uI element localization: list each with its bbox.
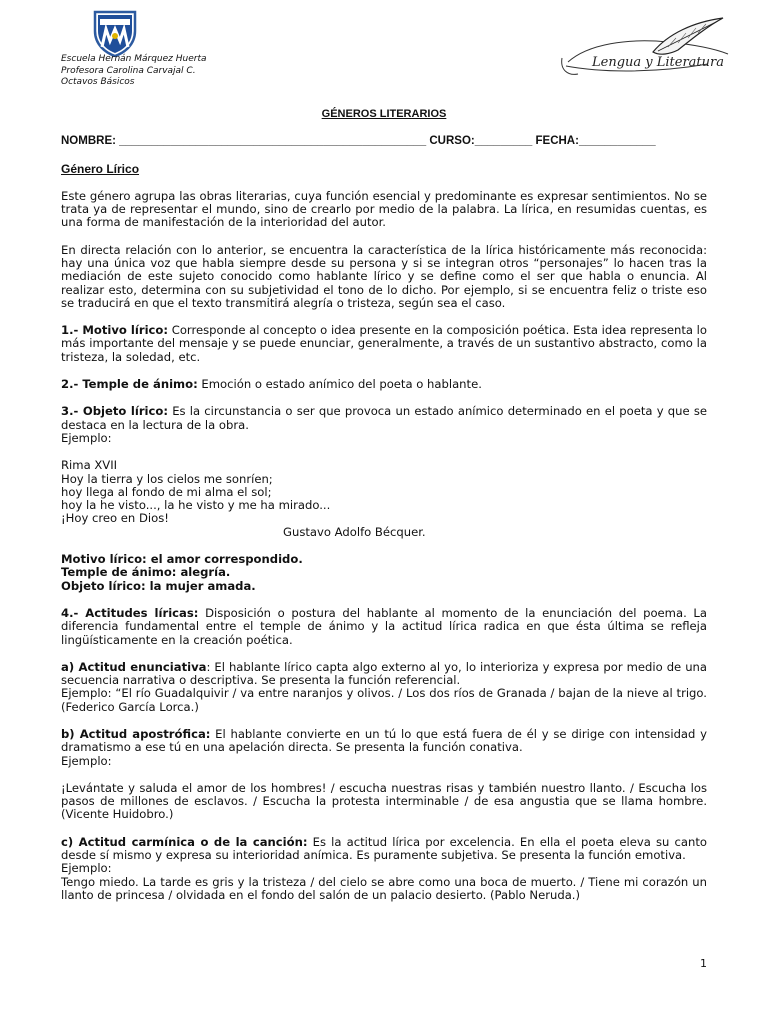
attitude-text: : El hablante lírico capta algo externo al yo, lo interioriza y expresa por medio de una secuencia narrativa o descriptiva. Se presenta la función referencial. bbox=[61, 659, 707, 688]
page-number: 1 bbox=[700, 957, 707, 970]
attitude-apostrofica bbox=[61, 728, 707, 755]
item-text: Es la circunstancia o ser que provoca un estado anímico determinado en el poeta y que se destaca en la lectura de la obra. bbox=[61, 404, 707, 432]
svg-text:Lengua y Literatura: Lengua y Literatura bbox=[592, 55, 724, 70]
teacher-name: Profesora Carolina Carvajal C. bbox=[61, 65, 196, 76]
poem-line: Hoy la tierra y los cielos me sonríen; bbox=[61, 471, 273, 486]
poem-title: Rima XVII bbox=[61, 458, 118, 473]
attitude-example: Ejemplo: “El río Guadalquivir / va entre naranjos y olivos. / Los dos ríos de Granada / bajan de la nieve al trigo. (Federico García Lorca.) bbox=[61, 686, 707, 714]
attitude-label: b) Actitud apostrófica: bbox=[61, 727, 211, 741]
item-text: Corresponde al concepto o idea presente en la composición poética. Esta idea representa lo más importante del mensaje y se puede enunciar, generalmente, a través de un sustantivo abstracto, como la tristeza, la soledad, etc. bbox=[61, 323, 708, 364]
lengua-literatura-logo-icon bbox=[558, 14, 730, 80]
attitude-example: Tengo miedo. La tarde es gris y la tristeza / del cielo se abre como una boca de muerto. / Tiene mi corazón un llanto de princesa / olvidada en el fondo del salón de un palacio desierto. (Pablo Neruda.) bbox=[61, 874, 707, 902]
grade-level: Octavos Básicos bbox=[61, 77, 135, 87]
nombre-field[interactable]: ________________________________________________ bbox=[119, 135, 427, 147]
poem-author: Gustavo Adolfo Bécquer. bbox=[283, 524, 426, 539]
item-temple-animo bbox=[61, 378, 707, 391]
item-label: 3.- Objeto lírico: bbox=[61, 404, 168, 419]
relation-paragraph: En directa relación con lo anterior, se encuentra la característica de la lírica históricamente más reconocida: hay una única voz que habla siempre desde su persona y si se integran otros “personajes” lo hacen tras la mediación de este sujeto conocido como hablante lírico y se define como el ser que habla o enuncia. Al realizar esto, determina con su subjetividad el tono de lo dicho. Por ejemplo, si se encuentra feliz o triste eso se traducirá en que el texto transmitirá alegría o tristeza, según sea el caso. bbox=[61, 242, 707, 310]
document-body bbox=[61, 163, 707, 902]
intro-paragraph: Este género agrupa las obras literarias, cuya función esencial y predominante es expresar sentimientos. No se trata ya de representar el mundo, sino de crearlo por medio de la palabra. La lírica, en resumidas cuentas, es una forma de manifestación de la interioridad del autor. bbox=[61, 188, 707, 230]
attitude-label: c) Actitud carmínica o de la canción: bbox=[61, 834, 308, 849]
item-label: 1.- Motivo lírico: bbox=[61, 323, 169, 338]
school-name: Escuela Hernán Márquez Huerta bbox=[61, 54, 207, 64]
item-motivo-lirico bbox=[61, 324, 707, 364]
fecha-label: FECHA: bbox=[535, 135, 579, 147]
attitude-text: Es la actitud lírica por excelencia. En ella el poeta eleva su canto desde sí mismo y expresa su interioridad anímica. Es puramente subjetiva. Se presenta la función emotiva. bbox=[61, 834, 707, 863]
attitude-label: a) Actitud enunciativa bbox=[61, 659, 207, 674]
item-label: 4.- Actitudes líricas: bbox=[61, 605, 199, 620]
fecha-field[interactable]: ____________ bbox=[578, 135, 656, 147]
poem-line: hoy llega al fondo de mi alma el sol; bbox=[61, 484, 272, 499]
attitude-carminica bbox=[61, 836, 707, 863]
example-label: Ejemplo: bbox=[61, 861, 112, 876]
school-logo-icon bbox=[90, 9, 140, 57]
document-title: GÉNEROS LITERARIOS bbox=[321, 108, 447, 120]
attitude-enunciativa bbox=[61, 661, 707, 688]
example-label: Ejemplo: bbox=[61, 430, 112, 445]
analysis-line: Motivo lírico: el amor correspondido. bbox=[61, 552, 303, 567]
item-text: Disposición o postura del hablante al momento de la enunciación del poema. La diferencia fundamental entre el temple de ánimo y la actitud lírica radica en que ésta última se refleja lingüísticamente en la creación poética. bbox=[61, 605, 707, 647]
school-info bbox=[61, 54, 207, 89]
curso-field[interactable]: _________ bbox=[474, 135, 533, 147]
example-label: Ejemplo: bbox=[61, 753, 112, 768]
poem-line: ¡Hoy creo en Dios! bbox=[61, 511, 169, 526]
item-label: 2.- Temple de ánimo: bbox=[61, 377, 198, 392]
analysis-line: Temple de ánimo: alegría. bbox=[61, 565, 231, 580]
item-text: Emoción o estado anímico del poeta o hablante. bbox=[197, 377, 482, 392]
item-objeto-lirico bbox=[61, 405, 707, 432]
attitude-example: ¡Levántate y saluda el amor de los hombres! / escucha nuestras risas y también nuestro llanto. / Escucha los pasos de millones de esclavos. / Escucha la protesta interminable / de esa angustia que se llama hombre. (Vicente Huidobro.) bbox=[61, 780, 707, 822]
nombre-label: NOMBRE: bbox=[61, 135, 116, 147]
curso-label: CURSO: bbox=[429, 135, 475, 147]
analysis-line: Objeto lírico: la mujer amada. bbox=[61, 578, 256, 593]
poem-line: hoy la he visto..., la he visto y me ha mirado... bbox=[61, 498, 331, 513]
item-actitudes-liricas bbox=[61, 607, 707, 647]
attitude-text: El hablante convierte en un tú lo que está fuera de él y se dirige con intensidad y dramatismo a ese tú en una apelación directa. Se presenta la función conativa. bbox=[61, 727, 708, 755]
student-form bbox=[61, 135, 656, 147]
section-heading: Género Lírico bbox=[61, 162, 140, 176]
